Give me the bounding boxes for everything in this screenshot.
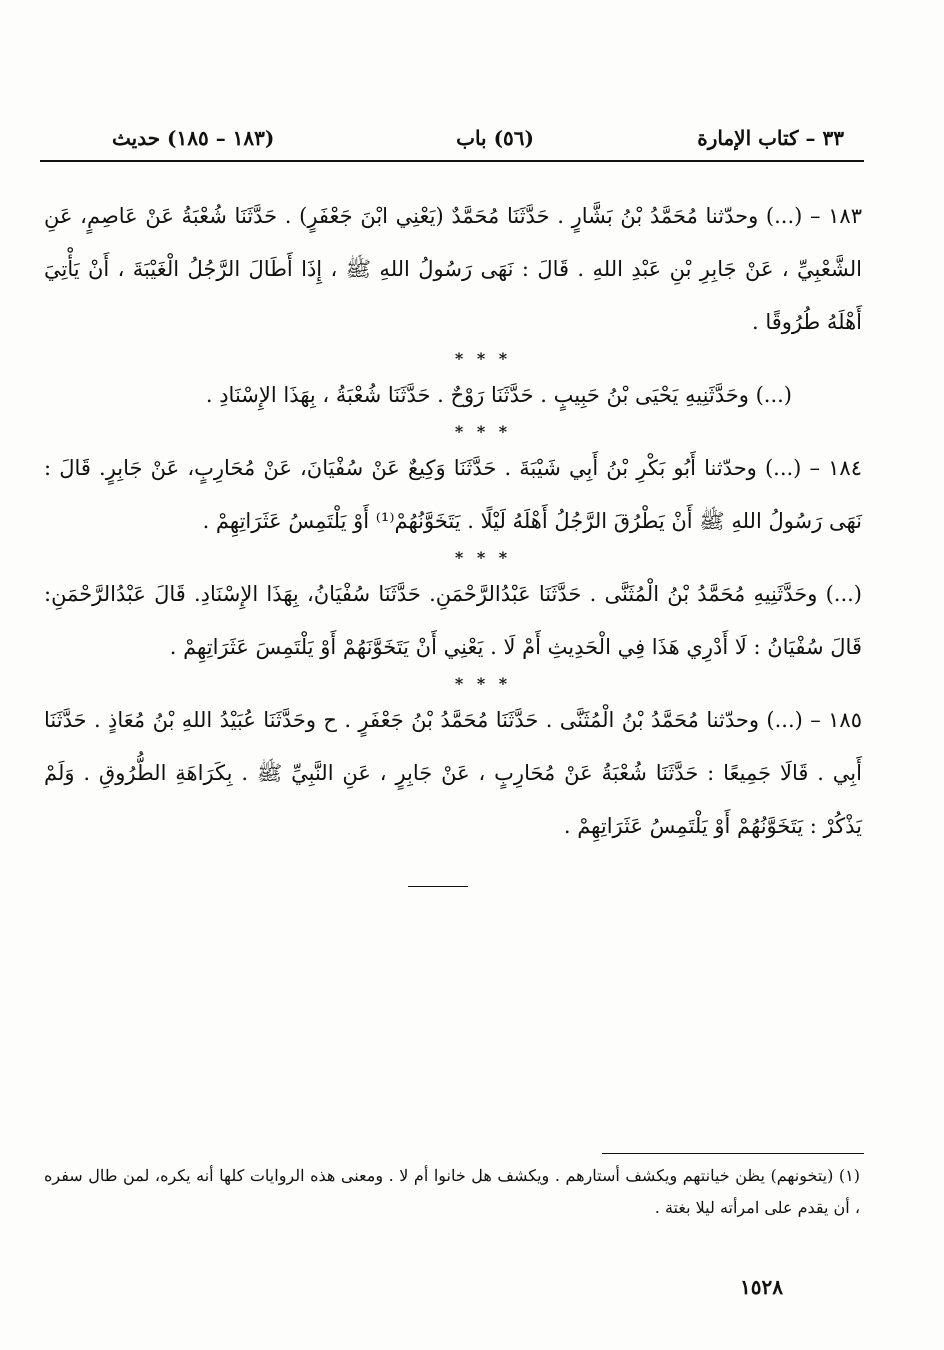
section-separator: * * * <box>454 674 512 693</box>
end-of-text-rule <box>408 886 468 887</box>
header-hadith-range: (١٨٣ – ١٨٥) حديث <box>112 126 275 150</box>
section-separator: * * * <box>454 422 512 441</box>
section-separator: * * * <box>454 548 512 567</box>
page-number: ١٥٢٨ <box>740 1275 783 1299</box>
section-separator: * * * <box>454 349 512 368</box>
footnote-divider <box>602 1153 864 1154</box>
running-header <box>40 126 864 156</box>
hadith-184-chain: (...) وحَدَّثَنِيهِ مُحَمَّدُ بْنُ الْمُثَنَّى . حَدَّثَنَا عَبْدُالرَّحْمَنِ. حَدَّثَنَا سُفْيَانُ، بِهَذَا الإِسْنَادِ. قَالَ عَبْدُالرَّحْمَنِ: قَالَ سُفْيَانُ : لَا أَدْرِي هَذَا فِي الْحَدِيثِ أَمْ لَا . يَعْنِي أَنْ يَتَخَوَّنَهُمْ أَوْ يَلْتَمِسَ عَثَرَاتِهِمْ . <box>44 582 862 659</box>
header-chapter: (٥٦) باب <box>456 126 534 150</box>
hadith-184: ١٨٤ – (...) وحدّثنا أَبُو بَكْرِ بْنُ أَبِي شَيْبَةَ . حَدَّثَنَا وَكِيعٌ عَنْ سُفْيَانَ، عَنْ مُحَارِبٍ، عَنْ جَابِرٍ. قَالَ : نَهَى رَسُولُ اللهِ ﷺ أَنْ يَطْرُقَ الرَّجُلُ أَهْلَهُ لَيْلًا . يَتَخَوَّنُهُمْ⁽¹⁾ أَوْ يَلْتَمِسُ عَثَرَاتِهِمْ . <box>44 456 862 533</box>
header-divider <box>40 160 864 162</box>
hadith-185: ١٨٥ – (...) وحدّثنا مُحَمَّدُ بْنُ الْمُثَنَّى . حَدَّثَنَا مُحَمَّدُ بْنُ جَعْفَرٍ . ح وحَدَّثَنَا عُبَيْدُ اللهِ بْنُ مُعَاذٍ . حَدَّثَنَا أَبِي . قَالَا جَمِيعًا : حَدَّثَنَا شُعْبَةُ عَنْ مُحَارِبٍ ، عَنْ جَابِرٍ ، عَنِ النَّبِيِّ ﷺ . بِكَرَاهَةِ الطُّرُوقِ . وَلَمْ يَذْكُرْ : يَتَخَوَّنُهُمْ أَوْ يَلْتَمِسُ عَثَرَاتِهِمْ . <box>44 708 862 838</box>
hadith-183: ١٨٣ – (...) وحدّثنا مُحَمَّدُ بْنُ بَشَّارٍ . حَدَّثَنَا مُحَمَّدٌ (يَعْنِي ابْنَ جَعْفَرٍ) . حَدَّثَنَا شُعْبَةُ عَنْ عَاصِمٍ، عَنِ الشَّعْبِيِّ ، عَنْ جَابِرِ بْنِ عَبْدِ اللهِ . قَالَ : نَهَى رَسُولُ اللهِ ﷺ ، إِذَا أَطَالَ الرَّجُلُ الْغَيْبَةَ ، أَنْ يَأْتِيَ أَهْلَهُ طُرُوقًا . <box>44 204 862 334</box>
main-text <box>44 190 862 853</box>
footnote: (١) (يتخونهم) يظن خيانتهم ويكشف أستارهم . ويكشف هل خانوا أم لا . ومعنى هذه الروايات كلها أنه يكره، لمن طال سفره ، أن يقدم على امرأته ليلا بغتة . <box>44 1166 861 1217</box>
header-book-title: ٣٣ – كتاب الإمارة <box>697 126 844 150</box>
hadith-183-chain: (...) وحَدَّثَنِيهِ يَحْيَى بْنُ حَبِيبٍ . حَدَّثَنَا رَوْحٌ . حَدَّثَنَا شُعْبَةُ ، بِهَذَا الإِسْنَادِ . <box>205 383 792 407</box>
